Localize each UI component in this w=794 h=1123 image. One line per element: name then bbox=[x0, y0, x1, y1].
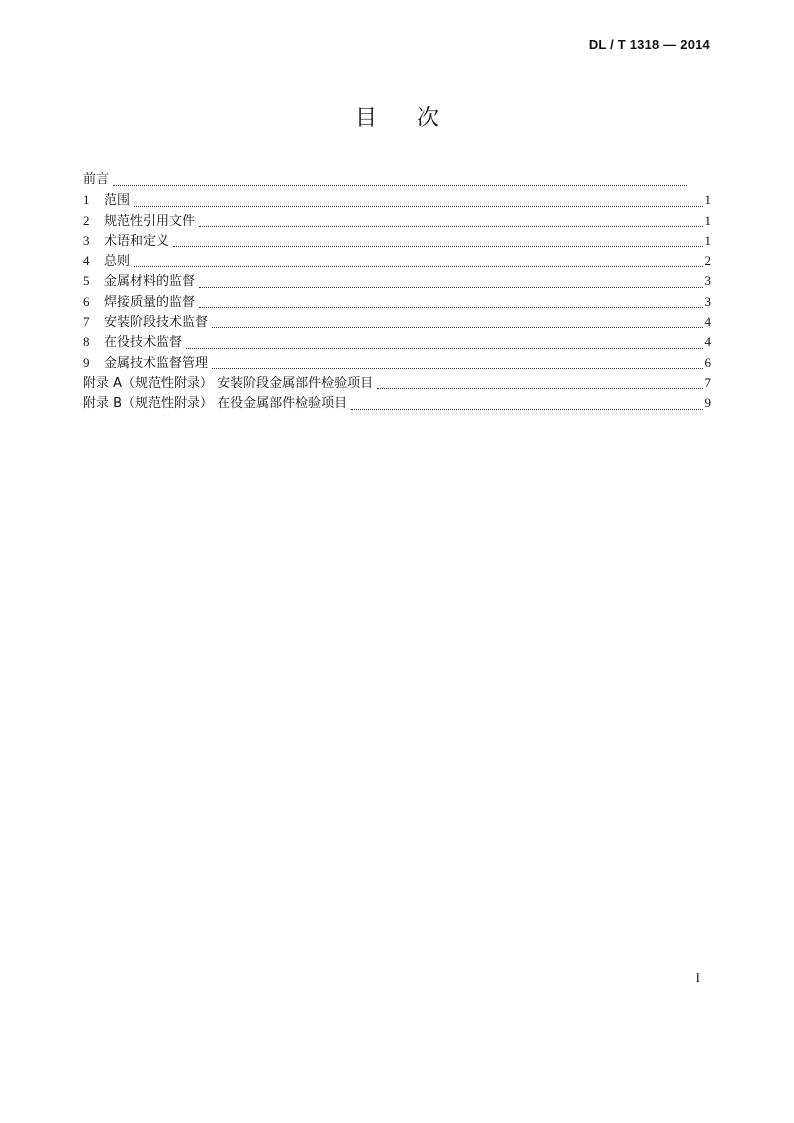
toc-entry-label: 术语和定义 bbox=[104, 233, 170, 249]
toc-entry[interactable] bbox=[83, 312, 711, 332]
toc-entry[interactable] bbox=[83, 190, 711, 210]
toc-entry-label: 前言 bbox=[83, 172, 110, 187]
title-char-1: 目 bbox=[354, 106, 377, 131]
toc-entry-label: 范围 bbox=[104, 193, 131, 209]
toc-entry-label: 规范性引用文件 bbox=[104, 213, 196, 229]
document-code: DL / T 1318 — 2014 bbox=[588, 37, 710, 52]
dot-leader bbox=[173, 246, 702, 247]
toc-entry-number: 6 bbox=[83, 293, 90, 309]
dot-leader bbox=[212, 327, 702, 328]
toc-entry-label: 在役技术监督 bbox=[104, 335, 183, 351]
toc-entry-number: 9 bbox=[83, 354, 90, 370]
toc-entry[interactable] bbox=[83, 211, 711, 231]
toc-entry-page: 1 bbox=[704, 212, 711, 228]
toc-entry-page: 4 bbox=[704, 314, 711, 330]
dot-leader bbox=[199, 307, 702, 308]
dot-leader bbox=[134, 266, 702, 267]
dot-leader bbox=[113, 185, 687, 186]
toc-entry-number: 4 bbox=[83, 253, 90, 269]
toc-entry-number: 1 bbox=[83, 192, 90, 208]
toc-entry-number: 8 bbox=[83, 334, 90, 350]
toc-entry-label: 总则 bbox=[104, 254, 131, 270]
toc-entry-page: 1 bbox=[704, 192, 711, 208]
toc-entry-page: 9 bbox=[704, 395, 711, 411]
dot-leader bbox=[199, 226, 702, 227]
toc-entry[interactable] bbox=[83, 332, 711, 352]
table-of-contents bbox=[83, 170, 711, 414]
toc-entry-label: 金属材料的监督 bbox=[104, 274, 196, 290]
title-char-2: 次 bbox=[417, 106, 440, 131]
dot-leader bbox=[134, 206, 702, 207]
toc-entry-appendix-b[interactable] bbox=[83, 393, 711, 413]
toc-entry[interactable] bbox=[83, 251, 711, 271]
toc-entry-label: 金属技术监督管理 bbox=[104, 355, 209, 371]
toc-entry-appendix-a[interactable] bbox=[83, 373, 711, 393]
toc-entry-page: 3 bbox=[704, 273, 711, 289]
footer-page-number: I bbox=[695, 970, 700, 985]
dot-leader bbox=[186, 348, 702, 349]
dot-leader bbox=[199, 287, 702, 288]
toc-entry-number: 7 bbox=[83, 314, 90, 330]
toc-entry-label: 附录 A（规范性附录） 安装阶段金属部件检验项目 bbox=[83, 375, 374, 391]
page-title bbox=[0, 101, 794, 132]
toc-entry-page: 4 bbox=[704, 334, 711, 350]
toc-entry-page: 7 bbox=[704, 374, 711, 390]
dot-leader bbox=[212, 368, 702, 369]
toc-entry-page: 2 bbox=[704, 253, 711, 269]
toc-entry-number: 3 bbox=[83, 232, 90, 248]
toc-entry-label: 附录 B（规范性附录） 在役金属部件检验项目 bbox=[83, 396, 348, 412]
toc-entry-number: 2 bbox=[83, 212, 90, 228]
toc-entry[interactable] bbox=[83, 231, 711, 251]
toc-entry-number: 5 bbox=[83, 273, 90, 289]
dot-leader bbox=[377, 388, 702, 389]
toc-entry[interactable] bbox=[83, 271, 711, 291]
toc-entry-label: 安装阶段技术监督 bbox=[104, 315, 209, 331]
toc-entry-label: 焊接质量的监督 bbox=[104, 294, 196, 310]
toc-entry-page: 3 bbox=[704, 293, 711, 309]
dot-leader bbox=[351, 409, 702, 410]
toc-entry-page: 6 bbox=[704, 354, 711, 370]
toc-entry-page: 1 bbox=[704, 232, 711, 248]
toc-entry[interactable] bbox=[83, 353, 711, 373]
toc-entry-preface[interactable] bbox=[83, 170, 711, 190]
toc-entry[interactable] bbox=[83, 292, 711, 312]
